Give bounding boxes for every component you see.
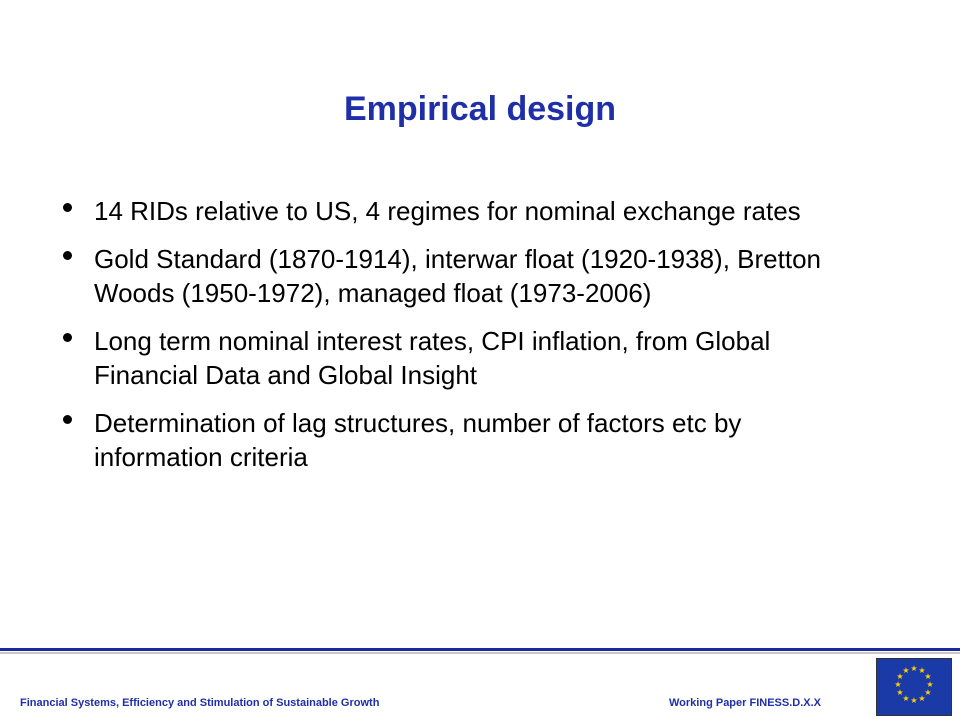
svg-text:★: ★ <box>910 696 918 705</box>
svg-text:★: ★ <box>918 694 926 703</box>
bullet-list <box>60 194 860 488</box>
eu-flag-icon <box>876 658 952 716</box>
svg-text:★: ★ <box>894 680 902 689</box>
bullet-dot-icon <box>63 415 72 424</box>
footer-project-title: Financial Systems, Efficiency and Stimulation of Sustainable Growth <box>20 697 380 709</box>
svg-text:★: ★ <box>926 680 934 689</box>
footer-divider-shadow <box>0 652 960 654</box>
svg-text:★: ★ <box>902 694 910 703</box>
svg-text:★: ★ <box>910 664 918 673</box>
eu-flag-stars <box>877 659 951 715</box>
bullet-text: Gold Standard (1870-1914), interwar float (1920-1938), Bretton Woods (1950-1972), managed float (1973-2006) <box>94 244 821 308</box>
bullet-item <box>60 324 860 392</box>
bullet-item <box>60 242 860 310</box>
bullet-item <box>60 194 860 228</box>
bullet-text: Determination of lag structures, number of factors etc by information criteria <box>94 408 742 472</box>
bullet-dot-icon <box>63 333 72 342</box>
svg-text:★: ★ <box>918 666 926 675</box>
svg-text:★: ★ <box>924 688 932 697</box>
bullet-dot-icon <box>63 203 72 212</box>
bullet-item <box>60 406 860 474</box>
svg-text:★: ★ <box>896 688 904 697</box>
footer-working-paper: Working Paper FINESS.D.X.X <box>669 697 821 709</box>
svg-text:★: ★ <box>896 672 904 681</box>
bullet-dot-icon <box>63 251 72 260</box>
slide-title: Empirical design <box>343 90 617 128</box>
bullet-text: 14 RIDs relative to US, 4 regimes for nominal exchange rates <box>94 196 801 226</box>
bullet-text: Long term nominal interest rates, CPI inflation, from Global Financial Data and Global Insight <box>94 326 771 390</box>
svg-text:★: ★ <box>902 666 910 675</box>
footer-divider <box>0 648 960 651</box>
svg-text:★: ★ <box>924 672 932 681</box>
